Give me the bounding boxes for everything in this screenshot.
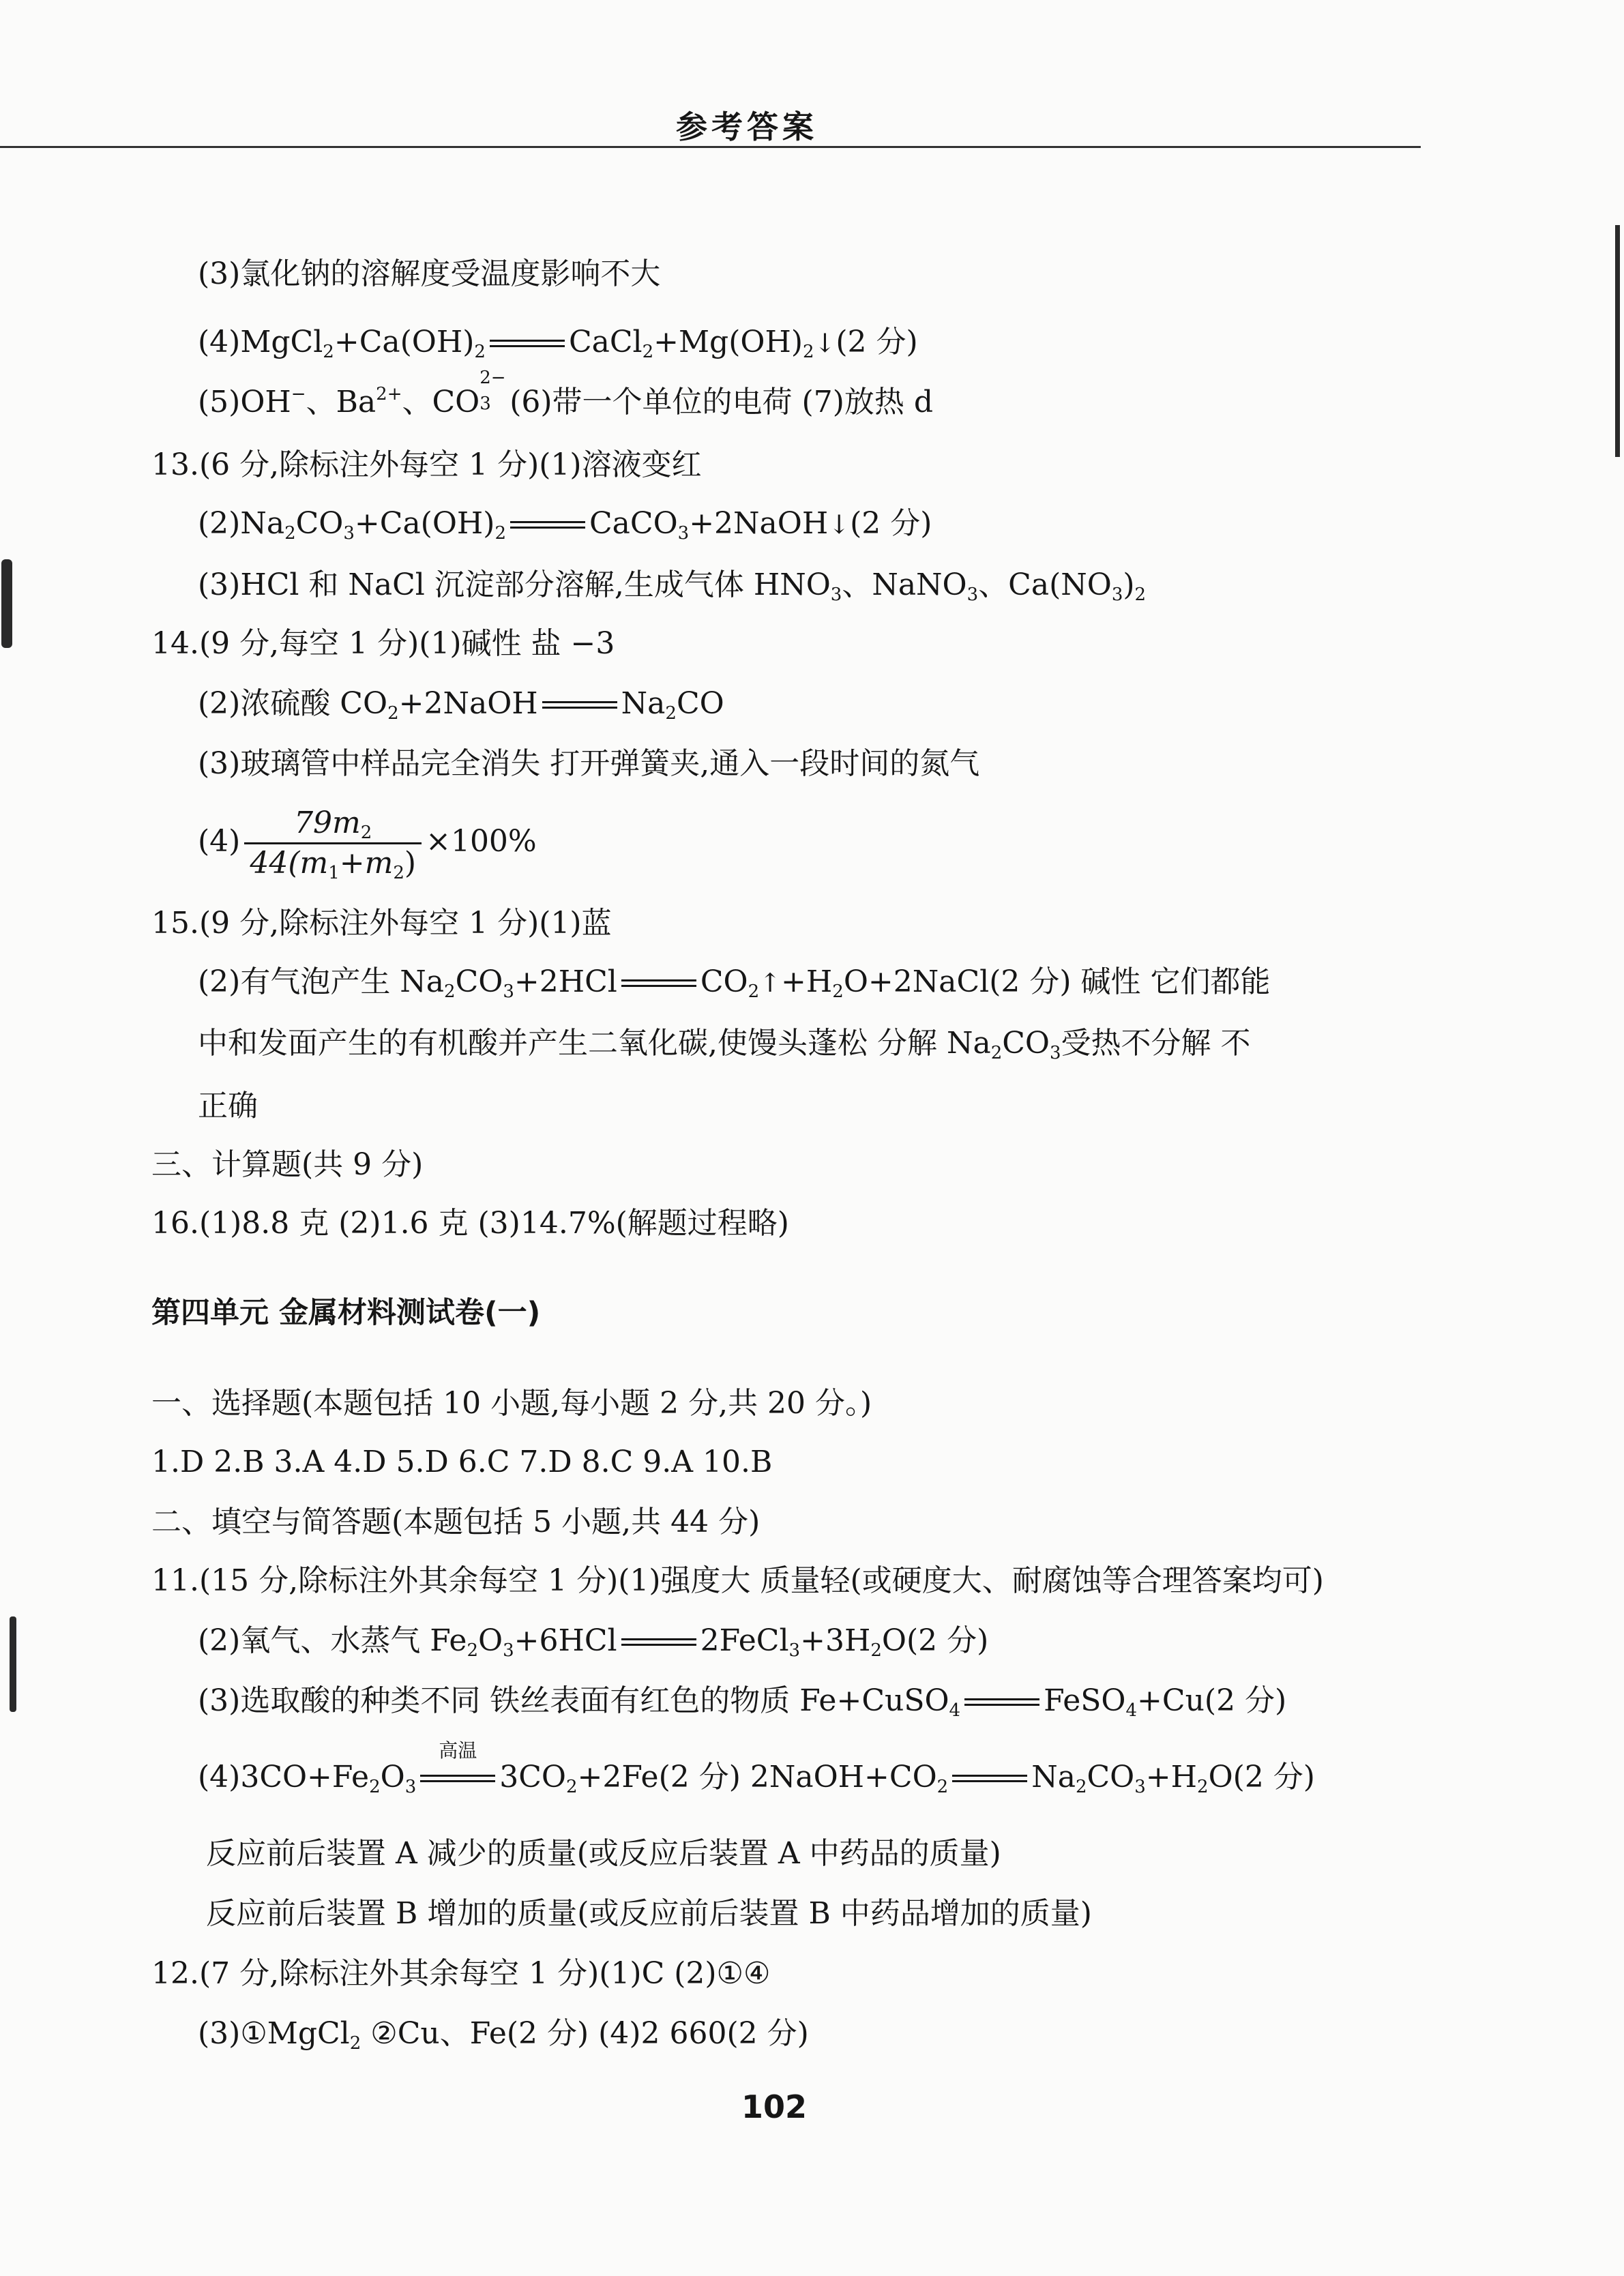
unit-title: 第四单元 金属材料测试卷(一) [151,1296,541,1330]
answer-line-equation: (2)氧气、水蒸气 $Fe_2O_3+6HCl$ $2FeCl_3+3H_2O(2$ 分) [198,1623,989,1661]
answer-line: (3)HCl 和 NaCl 沉淀部分溶解,生成气体 $HNO_3$、NaNO$_3$、$Ca(NO_3)_2$ [198,567,1147,605]
answer-line: (3)①MgCl$_2$ ②Cu、Fe(2 分) (4)2 660(2 分) [198,2016,809,2054]
answer-line-equation: (3)选取酸的种类不同 铁丝表面有红色的物质 Fe+CuSO$_4$ FeSO$_4$+Cu(2 分) [198,1683,1287,1721]
answer-line: 正确 [198,1089,258,1123]
answer-line-equation: $(4)3CO+Fe_2O_3$ 高温 $3CO_2+2Fe(2$ 分) $2NaOH+CO_2$ $Na_2CO_3+H_2O(2$ 分) [198,1739,1315,1797]
header-rule [0,146,1421,148]
equals-sign [490,338,565,351]
section-heading: 三、计算题(共 9 分) [151,1147,424,1182]
question-16-answer: 16.(1)8.8 克 (2)1.6 克 (3)14.7%(解题过程略) [151,1206,789,1241]
page-header-title: 参考答案 [676,108,818,145]
answer-line-equation: (2)有气泡产生 $Na_2CO_3+2HCl$ $CO_2↑+H_2O+2NaCl(2$ 分) 碱性 它们都能 [198,964,1271,1002]
answer-line: (3)玻璃管中样品完全消失 打开弹簧夹,通入一段时间的氮气 [198,746,980,781]
question-11-heading: 11.(15 分,除标注外其余每空 1 分)(1)强度大 质量轻(或硬度大、耐腐蚀等合理答案均可) [151,1563,1324,1598]
answer-line: 反应前后装置 A 减少的质量(或反应后装置 A 中药品的质量) [206,1836,1001,1871]
scan-mark-left-bottom [10,1616,16,1712]
section-heading: 一、选择题(本题包括 10 小题,每小题 2 分,共 20 分。) [151,1386,872,1421]
question-14-heading: 14.(9 分,每空 1 分)(1)碱性 盐 −3 [151,626,615,661]
answer-line-ions: (5)OH−、$Ba^{2+}$、CO 2− 3 (6)带一个单位的电荷 (7)放热 d [198,368,934,419]
section-heading: 二、填空与简答题(本题包括 5 小题,共 44 分) [151,1505,761,1539]
answer-line-fraction: (4) $\frac{79m_2}{44(m_1+m_2)}$ ×100% [198,806,537,883]
answer-line-equation: (2)浓硫酸 $CO_2+2NaOH$ $Na_2CO$ [198,686,724,724]
question-15-heading: 15.(9 分,除标注外每空 1 分)(1)蓝 [151,906,612,941]
answer-line-equation: $(2)Na_2CO_3+Ca(OH)_2$ CaCO$_3$+2NaOH↓(2 分) [198,506,932,544]
equals-sign-with-condition: 高温 [420,1773,495,1786]
fraction: $\frac{79m_2}{44(m_1+m_2)}$ [244,808,422,878]
question-13-heading: 13.(6 分,除标注外每空 1 分)(1)溶液变红 [151,447,702,482]
question-12-heading: 12.(7 分,除标注外其余每空 1 分)(1)C (2)①④ [151,1956,771,1991]
page-number: 102 [741,2088,808,2125]
scan-mark-left-top [1,559,12,648]
multiple-choice-answers: 1.D 2.B 3.A 4.D 5.D 6.C 7.D 8.C 9.A 10.B [151,1445,773,1479]
answer-line: (3)氯化钠的溶解度受温度影响不大 [198,256,661,291]
answer-line: 反应前后装置 B 增加的质量(或反应前后装置 B 中药品增加的质量) [206,1896,1092,1931]
answer-line-equation: $(4)MgCl_2+Ca(OH)_2$ $CaCl_2+Mg(OH)_2↓(2$ 分) [198,325,918,362]
scan-mark-right [1615,225,1620,457]
answer-line: 中和发面产生的有机酸并产生二氧化碳,使馒头蓬松 分解 $Na_2CO_3$受热不分解 不 [198,1026,1251,1063]
